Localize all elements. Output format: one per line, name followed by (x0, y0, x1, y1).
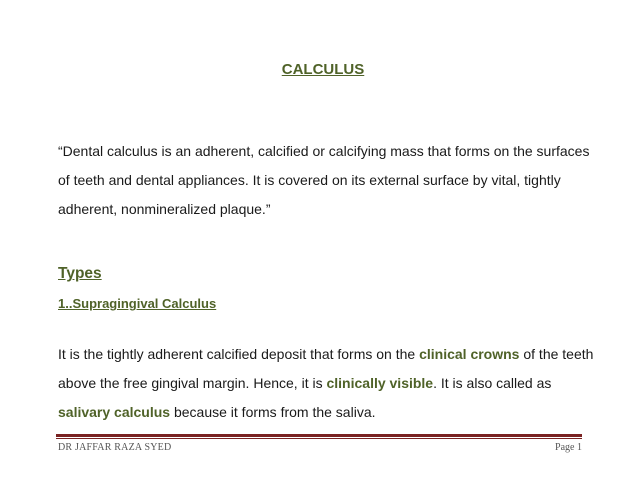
body-text: of the teeth above the free gingival margin. Hence, it is (58, 346, 594, 391)
body-text: because it forms from the saliva. (170, 404, 376, 420)
footer-author: DR JAFFAR RAZA SYED (58, 442, 172, 453)
supragingival-paragraph (58, 340, 603, 427)
types-heading: Types (58, 265, 102, 282)
emphasized-term: salivary calculus (58, 404, 171, 420)
footer-rule-thin (56, 438, 582, 439)
definition-paragraph: “Dental calculus is an adherent, calcified or calcifying mass that forms on the surfaces of teeth and dental appliances. It is covered on its external surface by vital, tightly adherent, nonmineralized plaque.” (58, 143, 590, 217)
page-title: CALCULUS (281, 61, 365, 78)
supragingival-subheading: 1..Supragingival Calculus (58, 296, 217, 311)
emphasized-term: clinical crowns (419, 346, 520, 362)
emphasized-term: clinically visible (326, 375, 434, 391)
footer-page-number: Page 1 (555, 442, 582, 453)
body-text: It is the tightly adherent calcified deposit that forms on the (58, 346, 420, 362)
footer-rule (56, 434, 582, 437)
body-text: . It is also called as (433, 375, 552, 391)
